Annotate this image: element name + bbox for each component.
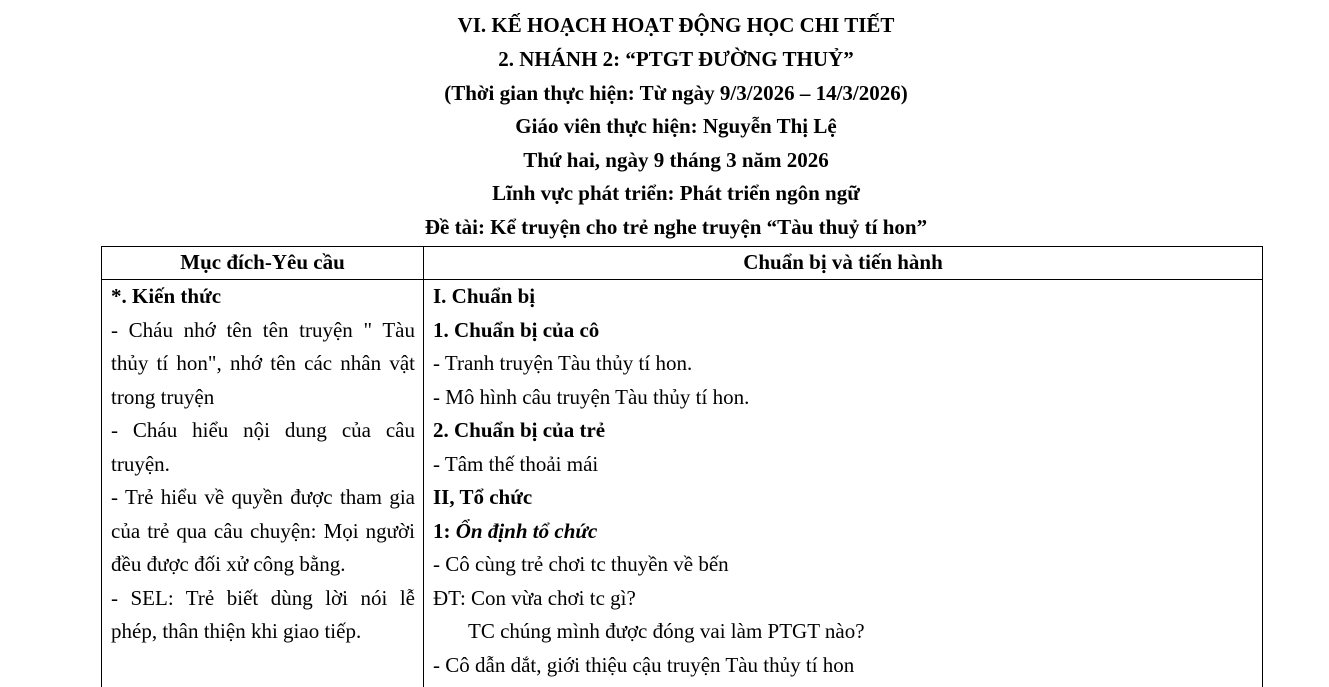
activity-item: - Cô dẫn dắt, giới thiệu cậu truyện Tàu thủy tí hon [433,652,855,677]
section-title: VI. KẾ HOẠCH HOẠT ĐỘNG HỌC CHI TIẾT [457,13,895,37]
objective-item: - SEL: Trẻ biết dùng lời nói lễ phép, thân thiện khi giao tiếp. [111,585,415,643]
objectives-cell [111,280,415,649]
activity-item: - Cô cùng trẻ chơi tc thuyền về bến [433,552,729,576]
children-preparation-heading: 2. Chuẩn bị của trẻ [433,418,606,442]
stabilize-heading [433,515,1253,549]
activity-question: ĐT: Con vừa chơi tc gì? [433,585,636,610]
objective-item: - Trẻ hiểu về quyền được tham gia của trẻ qua câu chuyện: Mọi người đều được đối xử công bằng. [111,485,415,576]
stabilize-number: 1: [433,518,456,543]
objective-item: - Cháu nhớ tên tên truyện " Tàu thủy tí hon", nhớ tên các nhân vật trong truyện [111,317,415,409]
preparation-item: - Mô hình câu truyện Tàu thủy tí hon. [433,384,750,409]
organization-heading: II, Tổ chức [433,485,533,509]
preparation-cell [433,280,1253,682]
activity-question: TC chúng mình được đóng vai làm PTGT nào? [468,619,865,643]
preparation-heading: I. Chuẩn bị [433,284,536,308]
column-header-preparation: Chuẩn bị và tiến hành [743,250,943,274]
teacher-preparation-heading: 1. Chuẩn bị của cô [433,317,600,342]
preparation-item: - Tranh truyện Tàu thủy tí hon. [433,351,693,375]
preparation-item: - Tâm thế thoải mái [433,451,599,476]
knowledge-heading: *. Kiến thức [111,284,222,308]
teacher-name: Giáo viên thực hiện: Nguyễn Thị Lệ [515,114,837,138]
table-right-border [1262,246,1263,687]
column-header-objectives: Mục đích-Yêu cầu [180,250,345,274]
table-left-border [101,246,102,687]
lesson-topic: Đề tài: Kể truyện cho trẻ nghe truyện “Tàu thuỷ tí hon” [424,215,928,239]
development-domain: Lĩnh vực phát triển: Phát triển ngôn ngữ [492,181,860,205]
time-range: (Thời gian thực hiện: Từ ngày 9/3/2026 – 14/3/2026) [444,81,908,105]
lesson-date: Thứ hai, ngày 9 tháng 3 năm 2026 [523,148,829,172]
branch-title: 2. NHÁNH 2: “PTGT ĐƯỜNG THUỶ” [498,47,854,71]
objective-item: - Cháu hiểu nội dung của câu truyện. [111,418,415,476]
table-column-divider [423,246,424,687]
stabilize-title: Ổn định tổ chức [455,518,598,543]
